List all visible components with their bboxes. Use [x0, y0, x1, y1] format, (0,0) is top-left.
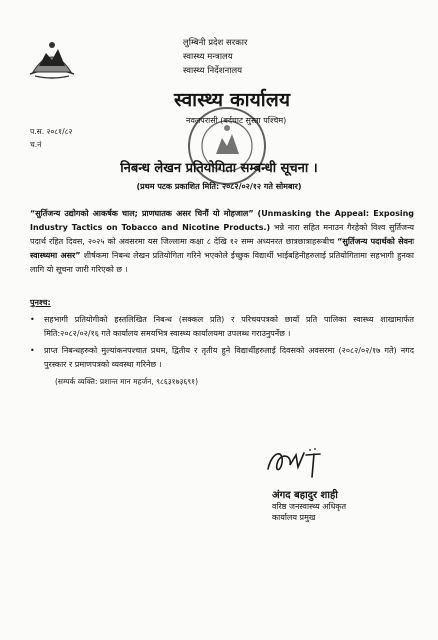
notice-subtitle: (प्रथम पटक प्रकाशित मिति: २०८२/०२/१२ गते सोमबार) [136, 182, 302, 191]
signatory-role: कार्यालय प्रमुख [272, 513, 316, 522]
list-item-text: सहभागी प्रतियोगीको हस्तलिखित निबन्ध (सक्कल प्रति) र परिचयपत्रको छायाँ प्रति पालिका स्वास्थ्य शाखामार्फत मिति:२०८२/०२/१६ गते कार्यालय समयभित्र स्वास्थ्य कार्यालयमा उपलब्ध गराउनुपर्नेछ । [44, 315, 414, 338]
office-title: स्वास्थ्य कार्यालय [174, 89, 291, 111]
contact-person: (सम्पर्क व्यक्ति: प्रशान्त मान महर्जन, ९८६३१७३६९१) [55, 377, 198, 386]
gov-line-province: लुम्बिनी प्रदेश सरकार [183, 38, 248, 48]
bullet-icon: • [30, 315, 35, 324]
body-text-part1: भन्ने नारा सहित मनाउन गैरहेको विश्व सुर्तिजन्य पदार्थ रहित दिवस, २०२५ को अवसरमा यस जिल्लामा कक्षा ८ देखि १२ सम्म अध्यनरत छात्रछात्राहरूबीच [30, 223, 414, 246]
essay-topic: “सुर्तिजन्य पदार्थको सेवनः स्वास्थ्यमा असर” [30, 237, 414, 260]
handwritten-signature [262, 443, 342, 481]
postscript-label: पुनश्च: [30, 298, 51, 307]
fiscal-year: प.स. २०८१/८२ [30, 127, 73, 136]
notice-title: निबन्ध लेखन प्रतियोगिता सम्बन्धी सूचना । [120, 161, 318, 176]
bullet-icon: • [30, 346, 35, 355]
theme-slogan: “सुर्तिजन्य उद्योगको आकर्षक चाल; प्राणघातक असर चिनौं यो मोहजाल” [30, 209, 254, 218]
letter-number-label: च.नं [30, 140, 42, 149]
reference-block [30, 125, 72, 151]
list-item [30, 313, 414, 340]
signatory-block [272, 490, 346, 523]
government-header [183, 36, 363, 78]
theme-english: (Unmasking the Appeal: Exposing Industry Tactics on Tobacco and Nicotine Products.) [30, 209, 415, 232]
signatory-title: वरिष्ठ जनस्वास्थ्य अधिकृत [272, 502, 347, 511]
gov-line-ministry: स्वास्थ्य मन्त्रालय [183, 52, 233, 62]
notice-body [30, 207, 414, 277]
gov-line-directorate: स्वास्थ्य निर्देशनालय [183, 66, 243, 76]
list-item-text: प्राप्त निबन्धहरुको मुल्यांकनपश्चात प्रथम, द्वितीय र तृतीय हुने विद्यार्थीहरुलाई दिवसको अवसरमा (२०८२/०२/१७ गते) नगद पुरस्कार र प्रमाणपत्रको व्यवस्था गरिनेछ । [44, 346, 414, 369]
nepal-emblem-icon [27, 36, 77, 80]
list-item [30, 344, 414, 371]
signatory-name: अंगद बहादुर शाही [272, 490, 338, 501]
office-address: नवलपरासी (बर्दघाट सुस्ता पश्चिम) [186, 116, 287, 125]
postscript-list [30, 313, 414, 375]
body-text-part2: शीर्षकमा निबन्ध लेखन प्रतियोगिता गरिने भएकोले ईच्छुक विद्यार्थी भाईबहिनीहरुलाई प्रतियोगितामा सहभागी हुनका लागि यो सूचना जारी गरिएको छ । [30, 251, 414, 274]
